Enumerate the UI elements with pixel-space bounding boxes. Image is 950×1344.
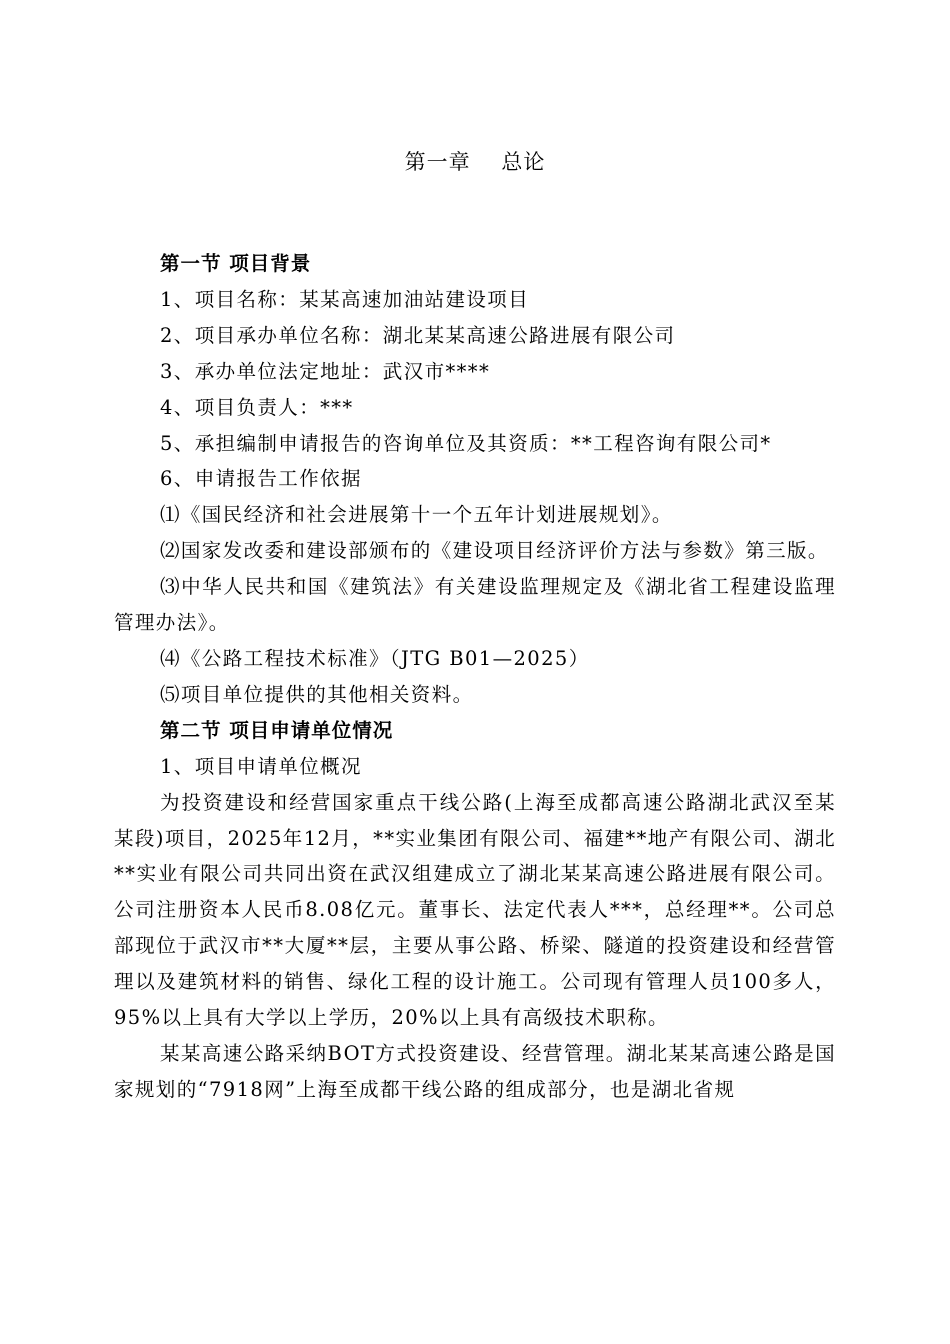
legal-address-item: 3、承办单位法定地址：武汉市**** (160, 359, 491, 383)
organizer-name-item: 2、项目承办单位名称：湖北某某高速公路进展有限公司 (160, 323, 676, 347)
section-1-heading: 第一节 项目背景 (160, 252, 312, 275)
reference-1: ⑴《国民经济和社会进展第十一个五年计划进展规划》。 (160, 503, 673, 527)
chapter-title: 第一章 总论 (404, 150, 546, 174)
section-2-heading: 第二节 项目申请单位情况 (160, 718, 394, 742)
reference-2: ⑵国家发改委和建设部颁布的《建设项目经济评价方法与参数》第三版。 (160, 539, 829, 563)
reference-4: ⑷《公路工程技术标准》（JTG B01—2025） (160, 646, 590, 670)
reference-3: ⑶中华人民共和国《建筑法》有关建设监理规定及《湖北省工程建设监理管理办法》。 (114, 575, 836, 635)
applicant-overview-subheading: 1、项目申请单位概况 (160, 754, 362, 778)
reference-5: ⑸项目单位提供的其他相关资料。 (160, 682, 474, 706)
consulting-unit-item: 5、承担编制申请报告的咨询单位及其资质：**工程咨询有限公司* (160, 431, 772, 455)
project-name-item: 1、项目名称：某某高速加油站建设项目 (160, 287, 530, 311)
company-overview-paragraph: 为投资建设和经营国家重点干线公路(上海至成都高速公路湖北武汉至某某段)项目，2025年12月，**实业集团有限公司、福建**地产有限公司、湖北**实业有限公司共同出资在武汉组建成立了湖北某某高速公路进展有限公司。公司注册资本人民币8.08亿元。董事长、法定代表人***，总经理**。公司总部现位于武汉市**大厦**层，主要从事公路、桥梁、隧道的投资建设和经营管理以及建筑材料的销售、绿化工程的设计施工。公司现有管理人员100多人，95%以上具有大学以上学历，20%以上具有高级技术职称。 (114, 790, 836, 1030)
project-leader-item: 4、项目负责人：*** (160, 395, 354, 419)
report-basis-item: 6、申请报告工作依据 (160, 467, 362, 491)
highway-description-paragraph: 某某高速公路采纳BOT方式投资建设、经营管理。湖北某某高速公路是国家规划的“7918网”上海至成都干线公路的组成部分，也是湖北省规 (114, 1041, 836, 1101)
document-body (114, 246, 836, 1108)
